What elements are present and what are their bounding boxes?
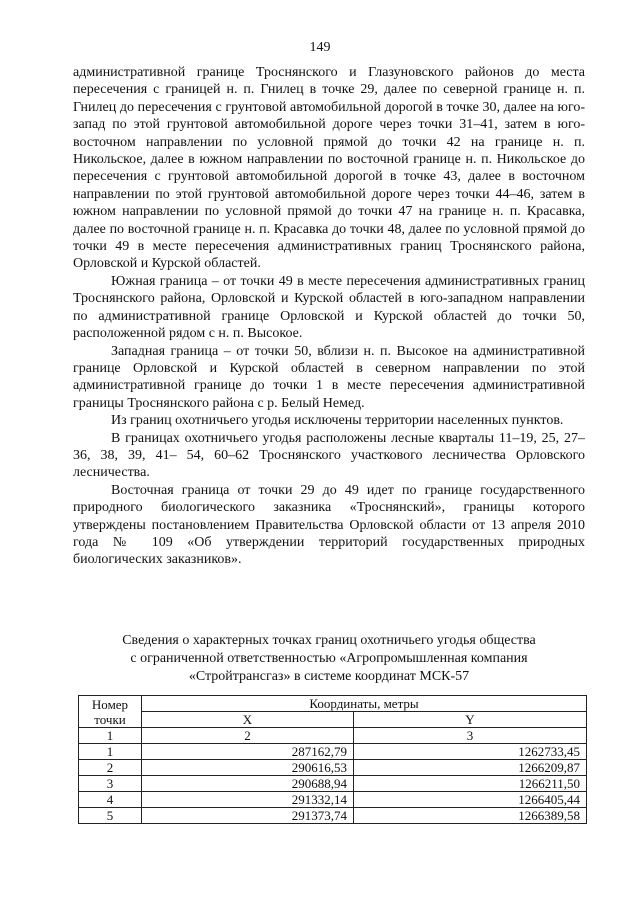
point-number-cell: 5 [79,808,142,824]
y-cell: 1262733,45 [353,744,586,760]
column-number: 2 [142,728,354,744]
x-cell: 290616,53 [142,760,354,776]
paragraph: Из границ охотничьего угодья исключены территории населенных пунктов. [111,413,564,429]
header-text: Номер [91,696,129,712]
paragraph: Восточная граница от точки 29 до 49 идет по границе государственного природного биологического заказника «Троснянский», границы которого утверждены постановлением Правительства Орловской области от 13 апреля 2010 года № 109 «Об утверждении территорий государственных природных биологических заказников». [73,482,585,568]
x-cell: 291332,14 [142,792,354,808]
x-header: X [142,712,354,728]
column-number: 3 [353,728,586,744]
header-text: точки [94,711,126,727]
table-row [79,808,587,824]
page-number: 149 [309,40,331,55]
paragraph: административной границе Троснянского и Глазуновского районов до места пересечения с границей н. п. Гнилец в точке 29, далее по северной границе н. п. Гнилец до пересечения с грунтовой автомобильной дорогой в точке 30, далее на юго-запад по этой грунтовой автомобильной дороге через точки 31–41, затем в юго-восточном направлении по условной прямой до точки 42 на границе н. п. Никольское, далее в южном направлении по восточной границе н. п. Никольское до пересечения с грунтовой автомобильной дорогой в точке 43, далее в восточном направлении по этой грунтовой автомобильной дороге через точки 44–46, затем в южном направлении по условной прямой до точки 47 на границе н. п. Красавка, далее по восточной границе н. п. Красавка до точки 48, далее по условной прямой до точки 49 в месте пересечения административных границ Троснянского района, Орловской и Курской областей. [73,65,585,272]
y-cell: 1266209,87 [353,760,586,776]
x-cell: 290688,94 [142,776,354,792]
y-header: Y [353,712,586,728]
column-number: 1 [79,728,142,744]
table-title-line: Сведения о характерных точках границ охотничьего угодья общества [122,633,536,648]
point-number-cell: 4 [79,792,142,808]
coordinates-table [78,695,587,824]
point-number-header [79,696,142,728]
y-cell: 1266211,50 [353,776,586,792]
paragraph: Западная граница – от точки 50, вблизи н. п. Высокое на административной границе Орловской и Курской областей в северном направлении по этой административной границе до точки 1 в месте пересечения административной границы Троснянского района с р. Белый Немед. [73,343,585,411]
table-row [79,760,587,776]
table-title-line: с ограниченной ответственностью «Агропромышленная компания [130,651,528,666]
body-text [73,64,585,569]
x-cell: 291373,74 [142,808,354,824]
paragraph: В границах охотничьего угодья расположены лесные кварталы 11–19, 25, 27–36, 38, 39, 41– 54, 60–62 Троснянского участкового лесничества Орловского лесничества. [73,430,585,481]
table-header-row [79,712,587,728]
y-cell: 1266405,44 [353,792,586,808]
table-title [73,632,585,686]
table-title-line: «Стройтрансгаз» в системе координат МСК-57 [188,669,470,684]
y-cell: 1266389,58 [353,808,586,824]
table-row [79,744,587,760]
table-header-row [79,696,587,712]
coordinates-header: Координаты, метры [142,696,587,712]
point-number-cell: 3 [79,776,142,792]
table-row [79,776,587,792]
point-number-cell: 1 [79,744,142,760]
paragraph: Южная граница – от точки 49 в месте пересечения административных границ Троснянского района, Орловской и Курской областей в юго-западном направлении по административной границе Орловской и Курской областей до точки 50, расположенной рядом с н. п. Высокое. [73,273,585,342]
table-row [79,792,587,808]
point-number-cell: 2 [79,760,142,776]
column-number-row [79,728,587,744]
x-cell: 287162,79 [142,744,354,760]
